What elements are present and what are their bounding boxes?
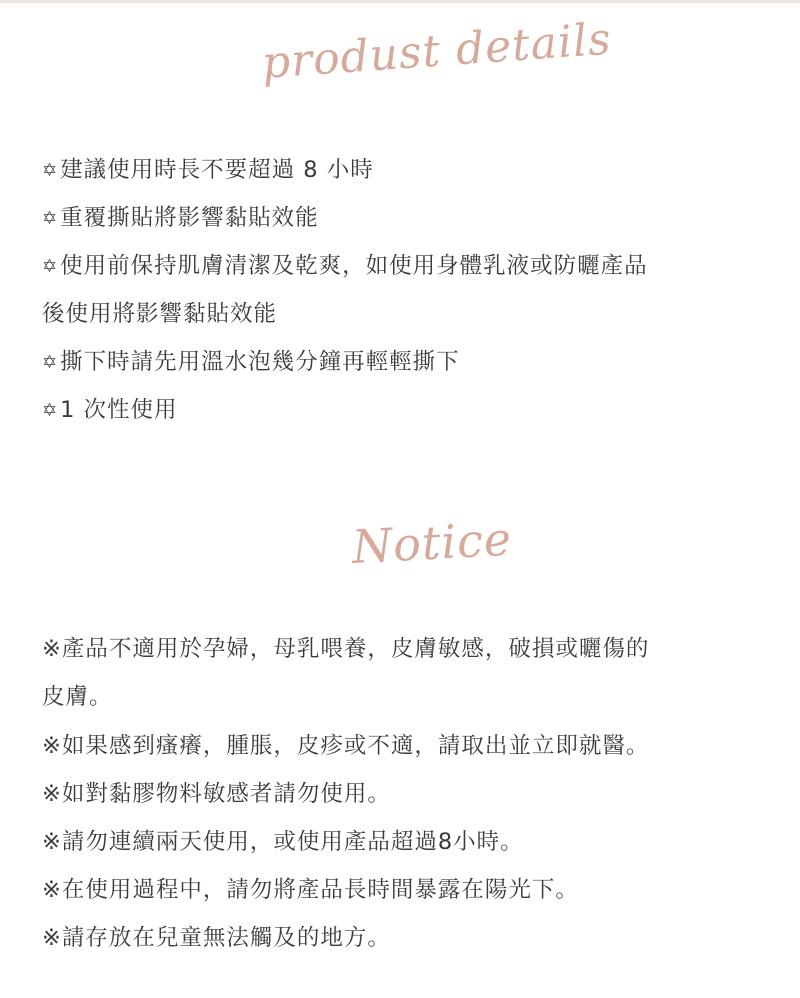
reference-mark-icon: ※	[42, 733, 62, 759]
reference-mark-icon: ※	[42, 781, 62, 807]
detail-text: 使用前保持肌膚清潔及乾爽，如使用身體乳液或防曬產品	[60, 253, 648, 279]
detail-line-4	[42, 347, 460, 378]
star-bullet-icon: ✡	[42, 400, 59, 421]
notice-text: 請存放在兒童無法觸及的地方。	[61, 925, 391, 951]
star-bullet-icon: ✡	[42, 256, 59, 277]
star-bullet-icon: ✡	[42, 208, 59, 229]
detail-line-5	[42, 395, 178, 426]
notice-text: 如對黏膠物料敏感者請勿使用。	[61, 781, 391, 807]
detail-text: 1 次性使用	[60, 397, 178, 423]
top-divider	[0, 0, 800, 3]
reference-mark-icon: ※	[42, 877, 62, 903]
detail-line-2	[42, 203, 319, 234]
notice-line-3	[42, 779, 391, 809]
detail-line-3-continued	[42, 299, 277, 329]
notice-line-1	[42, 634, 649, 664]
detail-line-3	[42, 251, 648, 282]
notice-text: 產品不適用於孕婦，母乳喂養，皮膚敏感，破損或曬傷的	[61, 636, 650, 662]
reference-mark-icon: ※	[42, 636, 62, 662]
detail-text: 建議使用時長不要超過 8 小時	[60, 157, 374, 183]
detail-text: 重覆撕貼將影響黏貼效能	[60, 205, 319, 231]
detail-line-1	[42, 155, 374, 186]
detail-text: 後使用將影響黏貼效能	[42, 301, 278, 327]
notice-text: 請勿連續兩天使用，或使用產品超過8小時。	[61, 829, 524, 855]
notice-line-5	[42, 875, 579, 905]
star-bullet-icon: ✡	[42, 352, 59, 373]
notice-text: 如果感到瘙癢，腫脹，皮疹或不適，請取出並立即就醫。	[61, 733, 650, 759]
star-bullet-icon: ✡	[42, 160, 59, 181]
product-details-heading: produst details	[260, 13, 614, 89]
notice-line-6	[42, 923, 391, 953]
notice-text: 皮膚。	[42, 684, 113, 710]
notice-text: 在使用過程中，請勿將產品長時間暴露在陽光下。	[61, 877, 579, 903]
reference-mark-icon: ※	[42, 925, 62, 951]
notice-line-1-continued	[42, 682, 113, 712]
reference-mark-icon: ※	[42, 829, 62, 855]
notice-heading: Notice	[350, 511, 514, 574]
notice-line-2	[42, 731, 649, 761]
notice-line-4	[42, 827, 524, 857]
detail-text: 撕下時請先用溫水泡幾分鐘再輕輕撕下	[60, 349, 460, 375]
